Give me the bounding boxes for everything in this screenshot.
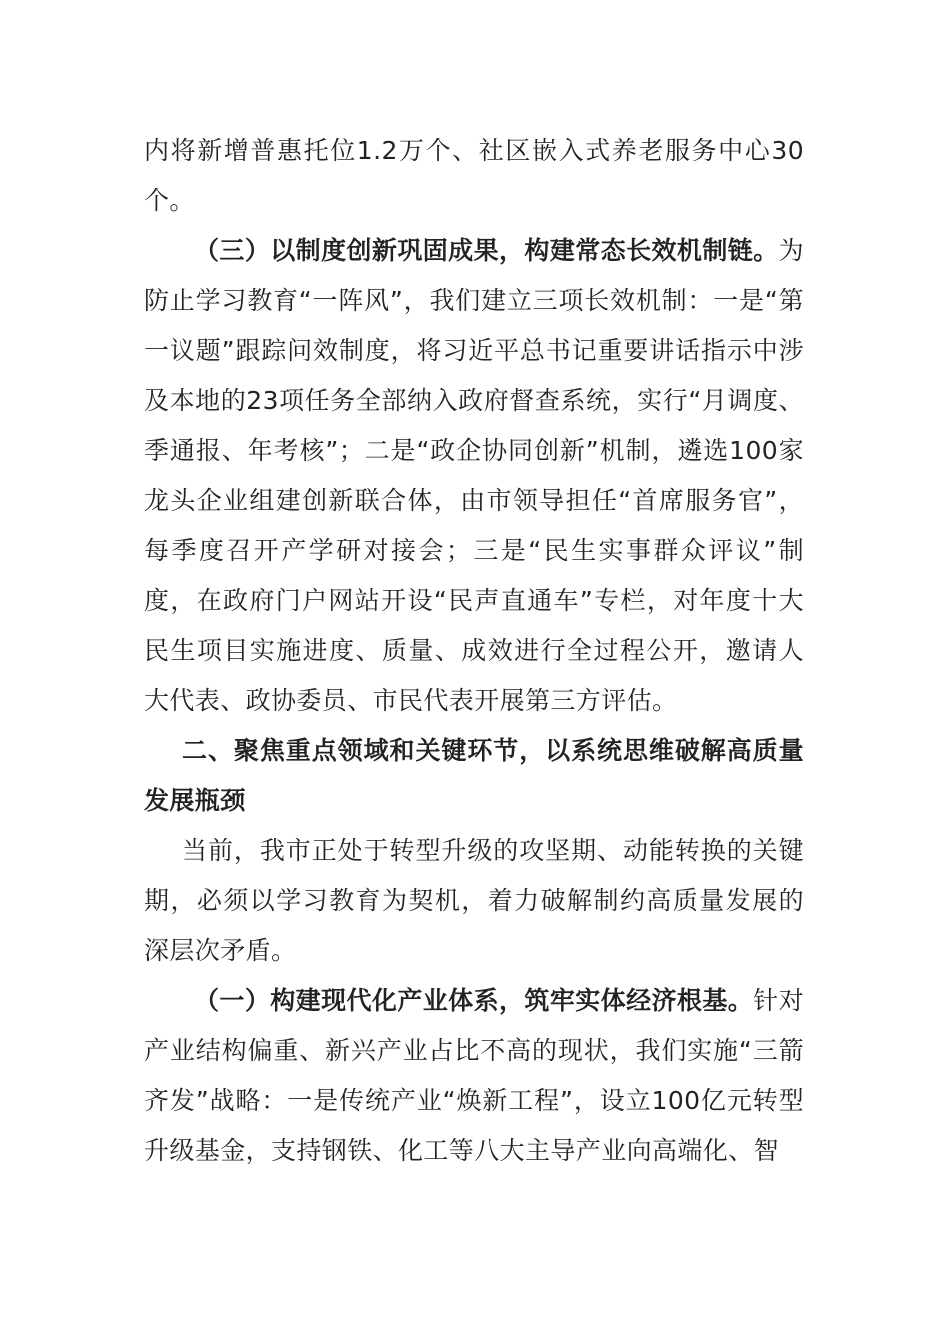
paragraph-intro: [144, 826, 804, 976]
paragraph-mechanism: [144, 226, 804, 726]
section-heading: 二、聚焦重点领域和关键环节，以系统思维破解高质量发展瓶颈: [144, 736, 804, 815]
paragraph-continuation: [144, 126, 804, 226]
subheading-bold: （三）以制度创新巩固成果，构建常态长效机制链。: [194, 236, 779, 265]
paragraph-text: 内将新增普惠托位1.2万个、社区嵌入式养老服务中心30个。: [144, 136, 804, 215]
paragraph-text: 为防止学习教育“一阵风”，我们建立三项长效机制：一是“第一议题”跟踪问效制度，将习近平总书记重要讲话指示中涉及本地的23项任务全部纳入政府督查系统，实行“月调度、季通报、年考核”；二是“政企协同创新”机制，遴选100家龙头企业组建创新联合体，由市领导担任“首席服务官”，每季度召开产学研对接会；三是“民生实事群众评议”制度，在政府门户网站开设“民声直通车”专栏，对年度十大民生项目实施进度、质量、成效进行全过程公开，邀请人大代表、政协委员、市民代表开展第三方评估。: [144, 236, 804, 715]
paragraph-text: 当前，我市正处于转型升级的攻坚期、动能转换的关键期，必须以学习教育为契机，着力破解制约高质量发展的深层次矛盾。: [144, 836, 804, 965]
paragraph-text: 针对产业结构偏重、新兴产业占比不高的现状，我们实施“三箭齐发”战略：一是传统产业“焕新工程”，设立100亿元转型升级基金，支持钢铁、化工等八大主导产业向高端化、智: [144, 986, 804, 1165]
document-page: [144, 126, 804, 1176]
paragraph-industry: [144, 976, 804, 1176]
subheading-bold: （一）构建现代化产业体系，筑牢实体经济根基。: [194, 986, 754, 1015]
